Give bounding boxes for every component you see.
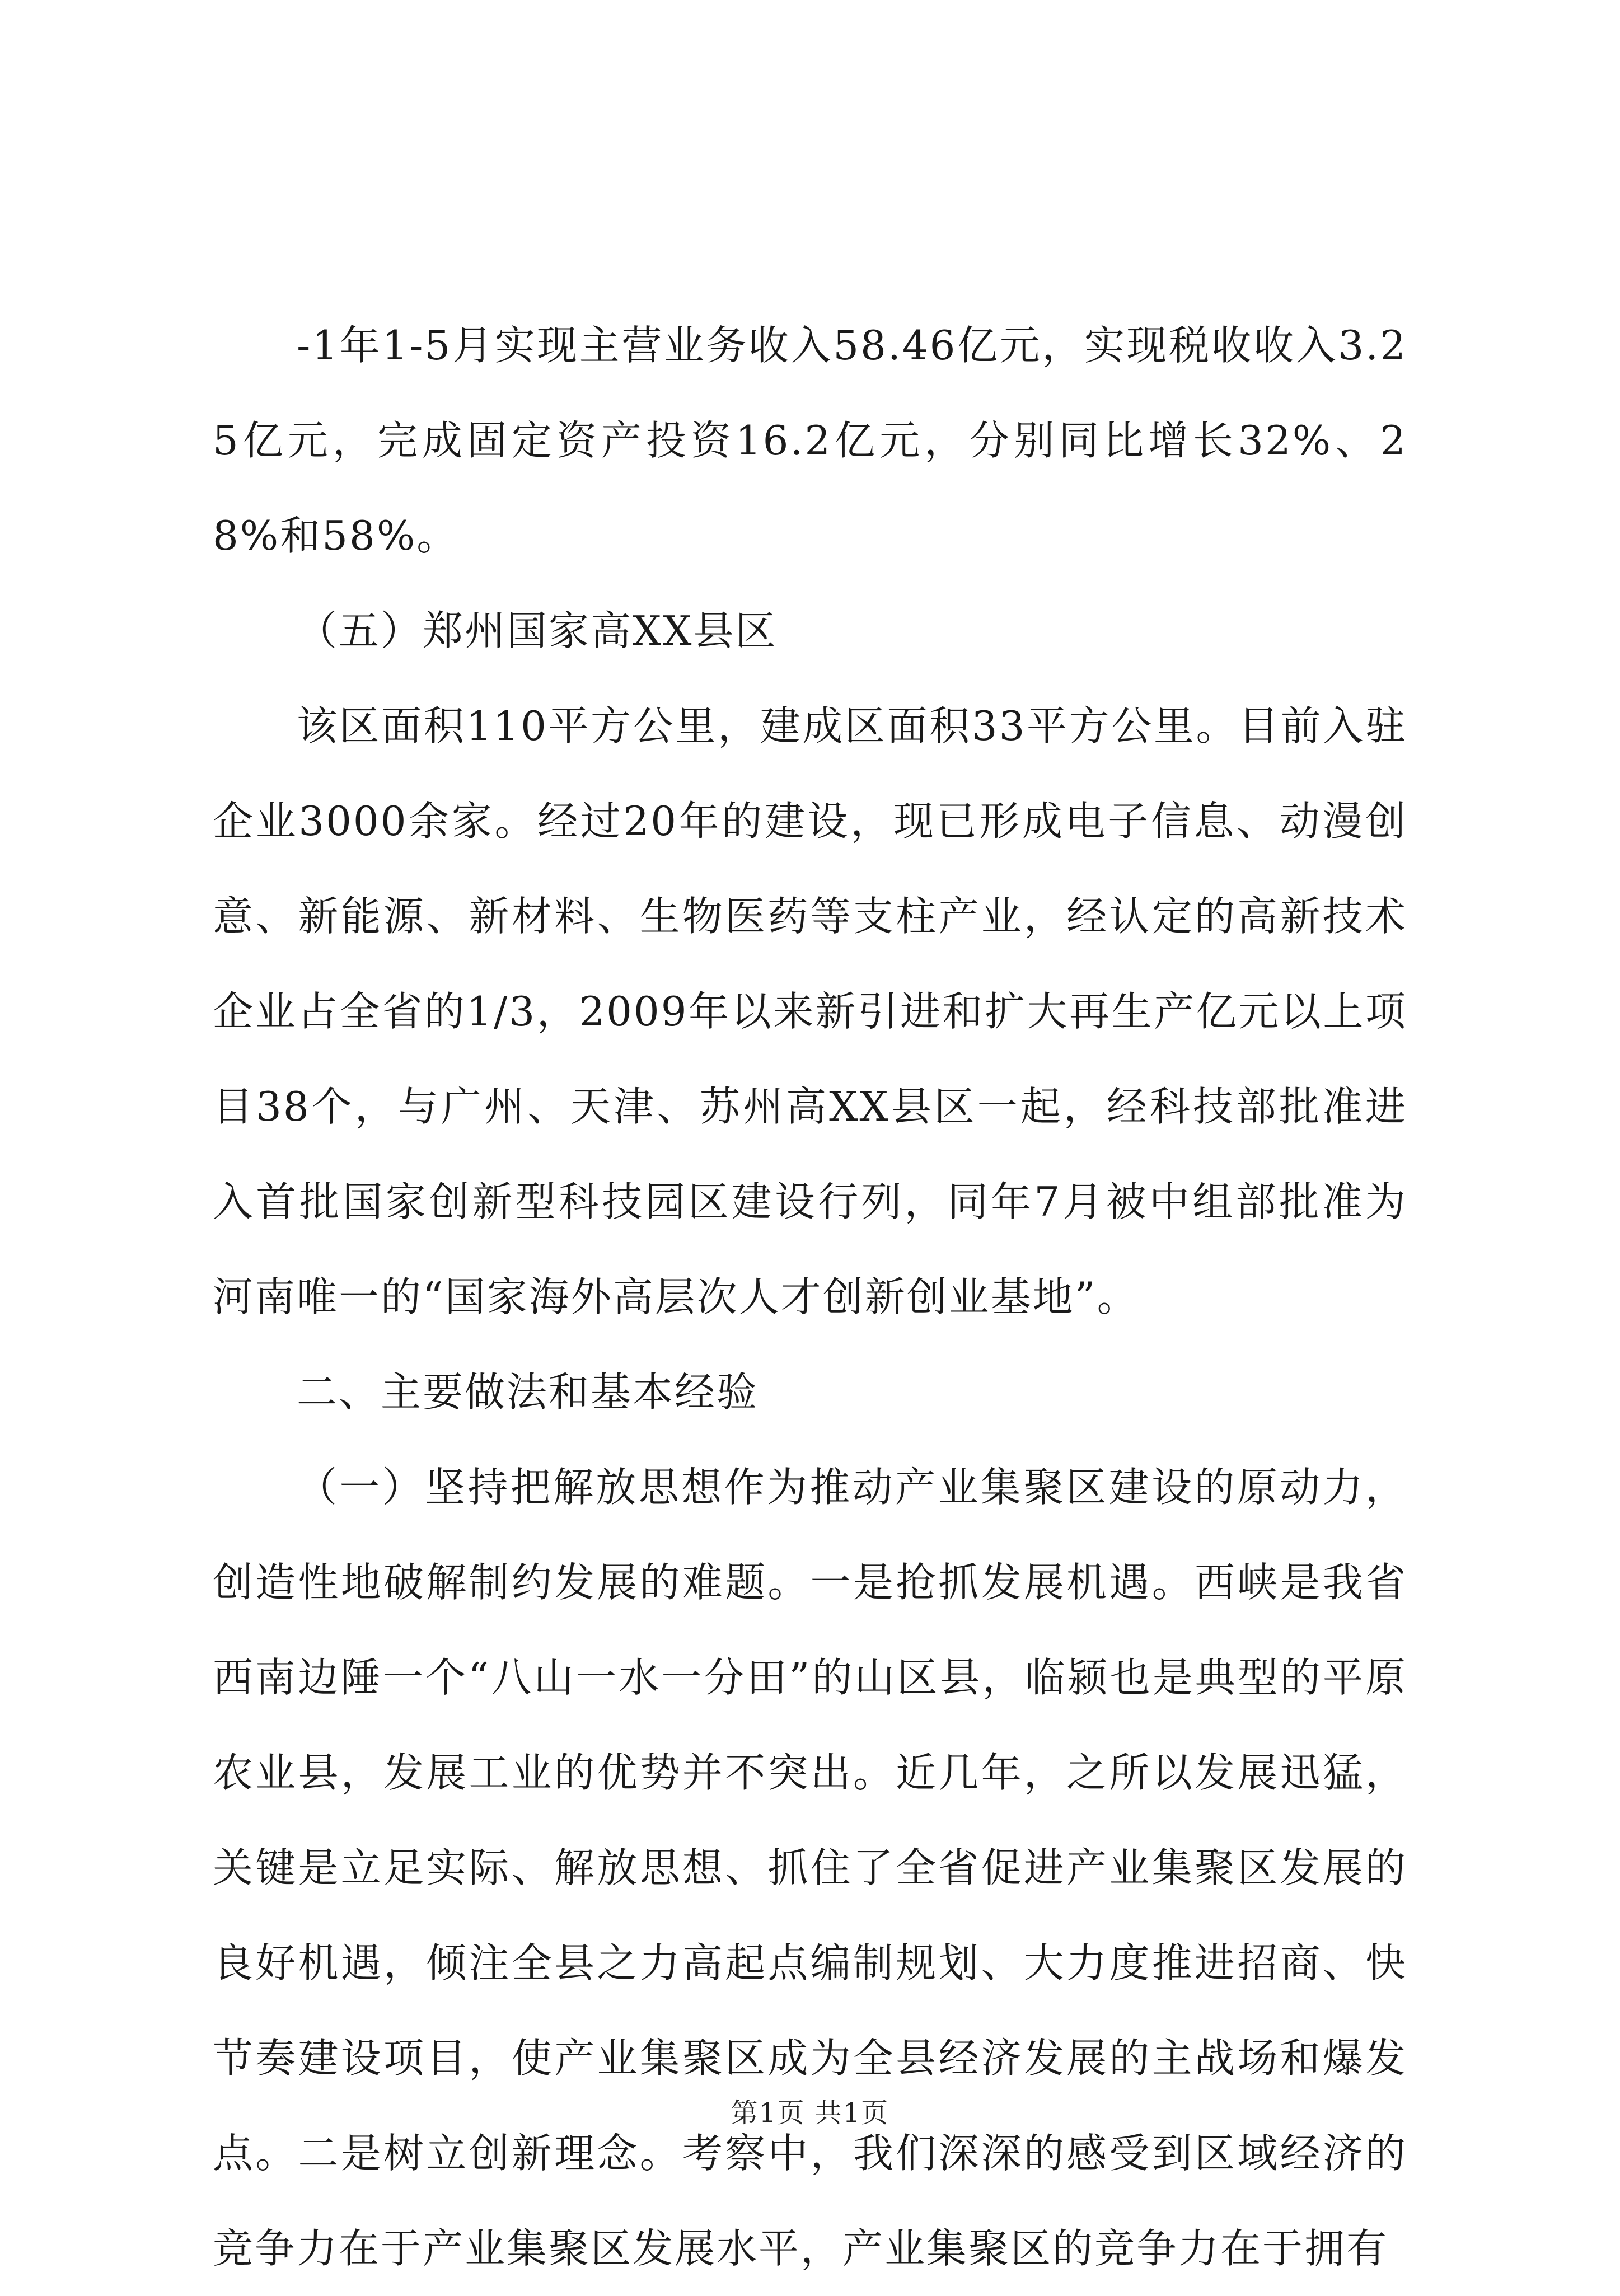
section-heading-practices: 二、主要做法和基本经验 (297, 1369, 759, 1416)
paragraph-zhengzhou: 该区面积110平方公里，建成区面积33平方公里。目前入驻企业3000余家。经过20年的建设，现已形成电子信息、动漫创意、新能源、新材料、生物医药等支柱产业，经认定的高新技术企业占全省的1/3，2009年以来新引进和扩大再生产亿元以上项目38个，与广州、天津、苏州高XX县区一起，经科技部批准进入首批国家创新型科技园区建设行列，同年7月被中组部批准为河南唯一的“国家海外高层次人才创新创业基地”。 (213, 702, 1407, 1320)
page-footer: 第1页 共1页 (731, 2097, 889, 2129)
paragraph-revenue: -1年1-5月实现主营业务收入58.46亿元，实现税收收入3.25亿元，完成固定资产投资16.2亿元，分别同比增长32%、28%和58%。 (213, 322, 1407, 559)
section-heading-zhengzhou: （五）郑州国家高XX县区 (297, 607, 778, 654)
paragraph-liberation: （一）坚持把解放思想作为推动产业集聚区建设的原动力，创造性地破解制约发展的难题。一是抢抓发展机遇。西峡是我省西南边陲一个“八山一水一分田”的山区县，临颍也是典型的平原农业县，发展工业的优势并不突出。近几年，之所以发展迅猛，关键是立足实际、解放思想、抓住了全省促进产业集聚区发展的良好机遇，倾注全县之力高起点编制规划、大力度推进招商、快节奏建设项目，使产业集聚区成为全县经济发展的主战场和爆发点。二是树立创新理念。考察中，我们深深的感受到区域经济的竞争力在于产业集聚区发展水平，产业集聚区的竞争力在于拥有 (213, 1464, 1407, 2272)
